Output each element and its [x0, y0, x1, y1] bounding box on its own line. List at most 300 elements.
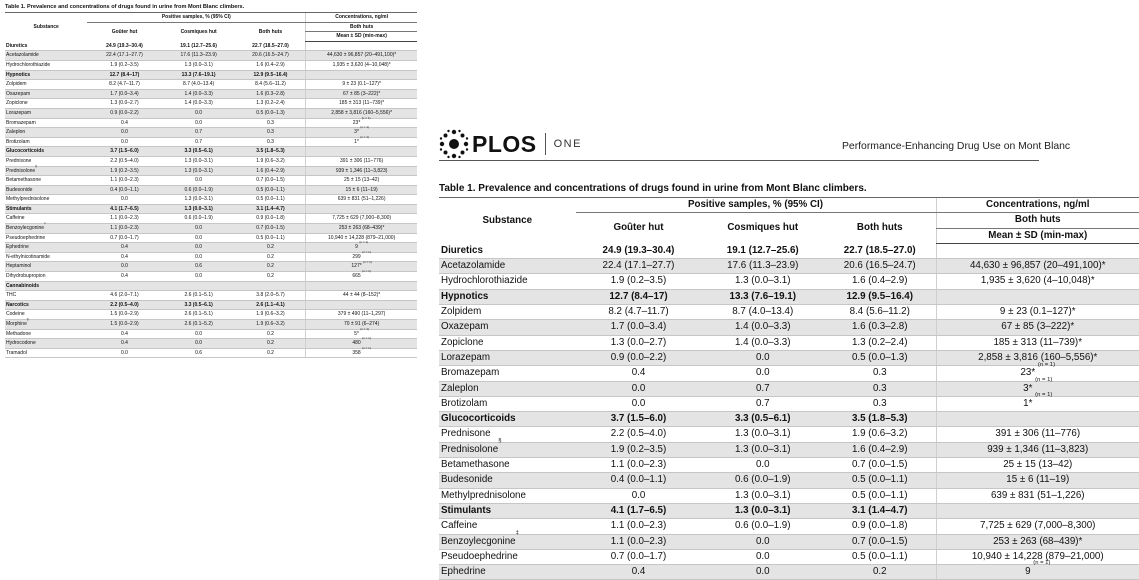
substance-name: Budesonide [441, 474, 493, 486]
header-substance: Substance [439, 198, 576, 244]
concentration-value: 391 ± 306 (11–776) [995, 428, 1081, 440]
substance-name: Ephedrine [6, 244, 29, 251]
substance-name: Ephedrine [441, 566, 486, 578]
table-row [5, 252, 417, 262]
substance-cell [5, 99, 87, 109]
table-row [5, 348, 417, 358]
gouter-cell: 8.2 (4.7–11.7) [576, 305, 702, 320]
substance-cell [5, 252, 87, 262]
running-title: Performance-Enhancing Drug Use on Mont Blanc [842, 141, 1071, 152]
both-huts-cell: 1.9 (0.6–3.2) [824, 427, 936, 442]
substance-cell [5, 156, 87, 166]
substance-name: Prednisone [6, 157, 32, 164]
header-both: Both huts [258, 28, 283, 35]
substance-cell [5, 195, 87, 205]
journal-logo [439, 128, 582, 160]
substance-name: Zolpidem [441, 306, 482, 318]
cosmiques-cell: 1.3 (0.0–3.1) [162, 166, 236, 176]
table-caption: Table 1. Prevalence and concentrations of drugs found in urine from Mont Blanc climbers. [439, 183, 867, 194]
table-row [439, 366, 1139, 381]
footnote-mark: § [498, 438, 502, 444]
substance-cell [439, 335, 576, 350]
substance-name: Stimulants [441, 504, 492, 516]
concentration-value: 1,935 ± 3,620 (4–10,048)* [332, 61, 391, 68]
both-huts-cell: 0.3 [236, 128, 306, 138]
table-row [439, 503, 1139, 518]
substance-name: Budesonide [6, 186, 33, 193]
gouter-cell: 0.4 [87, 329, 161, 339]
concentration-cell [936, 274, 1139, 289]
footnote-mark: § [35, 163, 37, 168]
substance-name: Prednisone [441, 428, 491, 440]
concentration-value: 7,725 ± 629 (7,000–8,300) [332, 215, 392, 222]
substance-cell [5, 243, 87, 253]
sample-count-note: (n = 1) [1035, 376, 1053, 383]
both-huts-cell: 1.6 (0.3–2.8) [236, 89, 306, 99]
cosmiques-cell: 0.0 [162, 224, 236, 234]
cosmiques-cell: 0.6 [162, 348, 236, 358]
concentration-cell [936, 243, 1139, 258]
both-huts-cell: 0.3 [824, 381, 936, 396]
substance-name: Brotizolam [441, 397, 488, 409]
concentration-value: 23* [1020, 367, 1036, 379]
cosmiques-cell: 0.0 [162, 233, 236, 243]
table-row [5, 156, 417, 166]
both-huts-cell: 22.7 (18.5–27.0) [824, 243, 936, 258]
table-row [439, 259, 1139, 274]
table-row [5, 320, 417, 330]
concentration-cell [936, 259, 1139, 274]
footnote-mark: ‡ [515, 529, 519, 536]
substance-cell [5, 118, 87, 128]
substance-name: Tramadol [6, 349, 27, 356]
gouter-cell: 0.0 [576, 488, 702, 503]
gouter-cell: 0.4 [87, 272, 161, 282]
substance-cell [5, 310, 87, 320]
gouter-cell: 0.4 [576, 366, 702, 381]
both-huts-cell: 1.6 (0.4–2.9) [824, 442, 936, 457]
gouter-cell: 1.7 (0.0–3.4) [576, 320, 702, 335]
both-huts-cell: 0.2 [236, 348, 306, 358]
cosmiques-cell: 0.0 [162, 176, 236, 186]
both-huts-cell: 1.3 (0.2–2.4) [824, 335, 936, 350]
cosmiques-cell: 0.0 [702, 366, 825, 381]
both-huts-cell: 0.7 (0.0–1.5) [236, 176, 306, 186]
drug-table-small [5, 12, 417, 358]
gouter-cell: 0.0 [87, 128, 161, 138]
substance-name: Hydrochlorothiazide [6, 61, 51, 68]
substance-cell [439, 320, 576, 335]
concentration-cell [306, 249, 417, 262]
table-row [439, 289, 1139, 304]
both-huts-cell: 1.6 (0.3–2.8) [824, 320, 936, 335]
table-row [439, 412, 1139, 427]
gouter-cell: 1.1 (0.0–2.3) [576, 519, 702, 534]
substance-cell [439, 529, 576, 549]
table-row [5, 166, 417, 176]
gouter-cell: 4.1 (1.7–6.5) [576, 503, 702, 518]
substance-cell [5, 291, 87, 301]
table-row [5, 339, 417, 349]
table-row [5, 108, 417, 118]
gouter-cell: 0.0 [87, 137, 161, 147]
substance-name: Morphine [6, 321, 27, 327]
substance-cell [5, 317, 87, 330]
cosmiques-cell: 19.1 (12.7–25.6) [702, 243, 825, 258]
concentration-value: 939 ± 1,346 (11–3,823) [335, 167, 388, 174]
both-huts-cell: 2.6 (1.1–4.1) [236, 300, 306, 310]
concentration-cell [306, 281, 417, 291]
concentration-cell [306, 185, 417, 195]
table-row [5, 291, 417, 301]
substance-cell [439, 259, 576, 274]
substance-cell [5, 137, 87, 147]
substance-cell [5, 214, 87, 224]
substance-name: Hypnotics [441, 290, 489, 302]
substance-cell [439, 473, 576, 488]
sample-count-note: (n = 1) [360, 134, 370, 139]
cosmiques-cell: 1.3 (0.0–3.1) [702, 274, 825, 289]
substance-name: Zaleplon [441, 382, 479, 394]
logo-divider [545, 133, 546, 155]
cosmiques-cell [162, 281, 236, 291]
concentration-cell [936, 534, 1139, 549]
both-huts-cell: 0.2 [236, 272, 306, 282]
both-huts-cell: 0.7 (0.0–1.5) [824, 534, 936, 549]
substance-cell [5, 51, 87, 61]
substance-name: Acetazolamide [441, 260, 506, 272]
table-row [5, 89, 417, 99]
substance-name: Brotizolam [6, 138, 30, 145]
drug-table-zoomed [439, 197, 1139, 580]
header-conc-both: Both huts [306, 22, 417, 32]
table-row [5, 310, 417, 320]
substance-name: Hydrocodone [6, 340, 36, 347]
substance-name: Zaleplon [6, 129, 26, 136]
substance-name: Zopiclone [6, 100, 28, 107]
cosmiques-cell: 0.0 [162, 108, 236, 118]
table-caption: Table 1. Prevalence and concentrations of drugs found in urine from Mont Blanc climbers. [5, 4, 245, 10]
table-row [439, 243, 1139, 258]
substance-name: Hypnotics [6, 71, 31, 78]
both-huts-cell [236, 281, 306, 291]
table-row [5, 233, 417, 243]
table-header-row [5, 13, 417, 23]
gouter-cell: 1.3 (0.0–2.7) [87, 99, 161, 109]
concentration-cell [306, 89, 417, 99]
table-row [5, 262, 417, 272]
footnote-mark: § [26, 317, 29, 322]
substance-name: Benzoylecgonine [6, 225, 45, 232]
substance-name: Caffeine [441, 520, 478, 532]
cosmiques-cell: 0.6 (0.0–1.9) [162, 214, 236, 224]
concentration-cell [936, 335, 1139, 350]
concentration-cell [306, 195, 417, 205]
both-huts-cell: 1.9 (0.6–3.2) [236, 310, 306, 320]
table-row [5, 243, 417, 253]
header-substance: Substance [5, 13, 87, 42]
concentration-value: 5* [354, 330, 359, 337]
table-row [439, 396, 1139, 411]
concentration-cell [306, 134, 417, 147]
cosmiques-cell: 0.0 [702, 565, 825, 580]
sample-count-note: (n = 1) [1033, 560, 1051, 567]
concentration-cell [306, 70, 417, 80]
table-row [5, 329, 417, 339]
gouter-cell: 24.9 (19.3–30.4) [87, 41, 161, 51]
sample-count-note: (n = 1) [363, 259, 372, 264]
concentration-value: 9 [1025, 566, 1031, 578]
concentration-value: 15 ± 6 (11–19) [1006, 474, 1070, 486]
concentration-value: 358 [352, 349, 361, 356]
both-huts-cell: 3.1 (1.4–4.7) [236, 204, 306, 214]
gouter-cell: 1.1 (0.0–2.3) [87, 214, 161, 224]
cosmiques-cell: 1.3 (0.0–3.1) [702, 488, 825, 503]
concentration-value: 9 [355, 244, 358, 251]
substance-name: Betamethasone [6, 177, 42, 184]
concentration-cell [936, 412, 1139, 427]
concentration-cell [306, 310, 417, 320]
concentration-cell [306, 99, 417, 109]
concentration-cell [936, 427, 1139, 442]
substance-name: Dihydrobupropion [6, 273, 46, 280]
gouter-cell: 12.7 (8.4–17) [87, 70, 161, 80]
substance-cell [5, 185, 87, 195]
cosmiques-cell: 13.3 (7.6–19.1) [702, 289, 825, 304]
concentration-cell [936, 442, 1139, 457]
concentration-value: 44 ± 44 (8–152)* [343, 292, 381, 299]
table-row [5, 128, 417, 138]
header-positive-samples: Positive samples, % (95% CI) [576, 198, 937, 213]
concentration-value: 939 ± 1,346 (11–3,823) [987, 443, 1089, 455]
substance-cell [5, 89, 87, 99]
gouter-cell: 1.3 (0.0–2.7) [576, 335, 702, 350]
substance-name: Pseudoephedrine [441, 550, 518, 562]
concentration-value: 2,858 ± 3,816 (160–5,556)* [978, 351, 1098, 363]
gouter-cell: 1.5 (0.0–2.9) [87, 310, 161, 320]
substance-cell [5, 339, 87, 349]
substance-cell [439, 305, 576, 320]
cosmiques-cell: 8.7 (4.0–13.4) [162, 80, 236, 90]
gouter-cell: 22.4 (17.1–27.7) [87, 51, 161, 61]
substance-name: Glucocorticoids [441, 413, 516, 425]
concentration-cell [306, 60, 417, 70]
concentration-value: 665 [352, 273, 361, 280]
gouter-cell: 1.9 (0.2–3.5) [576, 442, 702, 457]
concentration-value: 391 ± 306 (11–776) [339, 157, 384, 164]
concentration-value: 639 ± 831 (51–1,226) [337, 196, 386, 203]
both-huts-cell: 3.8 (2.0–5.7) [236, 291, 306, 301]
table-row [439, 274, 1139, 289]
both-huts-cell: 0.2 [236, 329, 306, 339]
gouter-cell: 3.7 (1.5–6.0) [576, 412, 702, 427]
gouter-cell: 0.4 [87, 339, 161, 349]
cosmiques-cell: 0.7 [162, 137, 236, 147]
substance-name: Bromazepam [441, 367, 500, 379]
substance-name: Methylprednisolone [6, 196, 50, 203]
substance-name: Zolpidem [6, 81, 27, 88]
concentration-value: 1* [1023, 397, 1033, 409]
concentration-value: 185 ± 313 (11–739)* [993, 336, 1083, 348]
both-huts-cell: 0.3 [236, 137, 306, 147]
substance-cell [5, 272, 87, 282]
table-row [5, 185, 417, 195]
both-huts-cell: 20.6 (16.5–24.7) [236, 51, 306, 61]
substance-name: Bromazepam [6, 119, 36, 126]
both-huts-cell: 0.2 [236, 262, 306, 272]
table-row [439, 565, 1139, 580]
gouter-cell: 0.0 [87, 195, 161, 205]
substance-cell [439, 565, 576, 580]
gouter-cell: 1.7 (0.0–3.4) [87, 89, 161, 99]
substance-name: Oxazepam [441, 321, 489, 333]
table-row [5, 204, 417, 214]
cosmiques-cell: 17.6 (11.3–23.9) [702, 259, 825, 274]
concentration-cell [306, 156, 417, 166]
substance-name: Lorazepam [441, 351, 491, 363]
header-rule [439, 160, 1039, 161]
substance-cell [5, 262, 87, 272]
cosmiques-cell: 1.3 (0.0–3.1) [702, 503, 825, 518]
gouter-cell: 24.9 (19.3–30.4) [576, 243, 702, 258]
concentration-cell [936, 458, 1139, 473]
footnote-mark: ‡ [44, 221, 46, 226]
gouter-cell: 0.4 [87, 252, 161, 262]
sample-count-note: (n = 1) [362, 345, 371, 350]
concentration-cell [306, 214, 417, 224]
table-row [5, 70, 417, 80]
table-row [5, 224, 417, 234]
both-huts-cell: 0.5 (0.0–1.1) [824, 488, 936, 503]
concentration-value: 23* [352, 119, 361, 126]
both-huts-cell: 0.2 [236, 243, 306, 253]
both-huts-cell: 0.2 [824, 565, 936, 580]
concentration-value: 10,940 ± 14,228 (879–21,000) [327, 234, 396, 241]
concentration-value: 2,858 ± 3,816 (160–5,556)* [331, 109, 393, 116]
substance-cell [5, 163, 87, 176]
gouter-cell: 22.4 (17.1–27.7) [576, 259, 702, 274]
table-row [439, 473, 1139, 488]
gouter-cell: 0.0 [576, 396, 702, 411]
substance-cell [439, 458, 576, 473]
concentration-cell [306, 345, 417, 358]
table-row [5, 80, 417, 90]
header-gouter: Goûter hut [111, 28, 138, 35]
both-huts-cell: 0.3 [824, 396, 936, 411]
sample-count-note: (n = 1) [360, 125, 370, 130]
both-huts-cell: 0.7 (0.0–1.5) [236, 224, 306, 234]
substance-cell [439, 503, 576, 518]
gouter-cell: 1.1 (0.0–2.3) [576, 458, 702, 473]
table-row [5, 60, 417, 70]
gouter-cell: 0.0 [87, 348, 161, 358]
cosmiques-cell: 0.7 [702, 381, 825, 396]
substance-name: Codeine [6, 311, 25, 318]
header-positive-samples: Positive samples, % (95% CI) [87, 13, 305, 23]
sample-count-note: (n = 1) [1037, 361, 1056, 368]
both-huts-cell: 20.6 (16.5–24.7) [824, 259, 936, 274]
gouter-cell: 1.1 (0.0–2.3) [87, 224, 161, 234]
concentration-cell [306, 291, 417, 301]
cosmiques-cell: 2.6 (0.1–5.2) [162, 320, 236, 330]
substance-name: Benzoylecgonine [441, 535, 516, 547]
concentration-cell [306, 300, 417, 310]
concentration-cell [306, 41, 417, 51]
substance-cell [5, 41, 87, 51]
gouter-cell: 0.4 (0.0–1.1) [87, 185, 161, 195]
table-row [439, 534, 1139, 549]
gouter-cell: 0.4 (0.0–1.1) [576, 473, 702, 488]
concentration-value: 67 ± 85 (3–222)* [1001, 321, 1075, 333]
table-row [5, 195, 417, 205]
concentration-value: 127* [351, 263, 362, 270]
table-row [439, 350, 1139, 365]
table-row [439, 427, 1139, 442]
table-row [5, 272, 417, 282]
sample-count-note: (n = 1) [359, 240, 369, 245]
concentration-cell [306, 80, 417, 90]
substance-name: Betamethasone [441, 459, 510, 471]
gouter-cell: 2.2 (0.5–4.0) [87, 156, 161, 166]
substance-cell [5, 204, 87, 214]
gouter-cell: 3.7 (1.5–6.0) [87, 147, 161, 157]
gouter-cell: 0.4 [87, 243, 161, 253]
header-cosmiques: Cosmiques hut [727, 222, 799, 234]
gouter-cell: 0.7 (0.0–1.7) [87, 233, 161, 243]
substance-cell [439, 549, 576, 564]
table-row [439, 335, 1139, 350]
cosmiques-cell: 1.3 (0.0–3.1) [702, 442, 825, 457]
gouter-cell: 0.9 (0.0–2.2) [576, 350, 702, 365]
substance-name: Prednisolone [6, 167, 36, 174]
table-row [5, 281, 417, 291]
concentration-cell [936, 320, 1139, 335]
both-huts-cell: 22.7 (18.5–27.0) [236, 41, 306, 51]
sample-count-note: (n = 1) [361, 115, 371, 120]
concentration-cell [936, 519, 1139, 534]
both-huts-cell: 0.5 (0.0–1.1) [824, 473, 936, 488]
gouter-cell: 0.4 [87, 118, 161, 128]
logo-one-text: ONE [553, 138, 582, 150]
substance-name: Cannabinoids [6, 282, 40, 289]
table-header-row [439, 198, 1139, 213]
both-huts-cell: 1.6 (0.4–2.9) [236, 166, 306, 176]
gouter-cell: 0.4 [576, 565, 702, 580]
substance-name: THC [6, 292, 17, 299]
cosmiques-cell: 1.4 (0.0–3.3) [702, 320, 825, 335]
both-huts-cell: 0.9 (0.0–1.8) [824, 519, 936, 534]
substance-cell [5, 128, 87, 138]
table-row [5, 300, 417, 310]
cosmiques-cell: 0.0 [162, 329, 236, 339]
substance-cell [439, 427, 576, 442]
cosmiques-cell: 0.0 [162, 339, 236, 349]
gouter-cell: 0.7 (0.0–1.7) [576, 549, 702, 564]
gouter-cell: 12.7 (8.4–17) [576, 289, 702, 304]
sample-count-note: (n = 1) [362, 269, 371, 274]
concentration-value: 25 ± 15 (13–42) [343, 177, 380, 184]
both-huts-cell: 3.5 (1.8–5.3) [236, 147, 306, 157]
concentration-value: 185 ± 313 (11–739)* [339, 100, 385, 107]
sample-count-note: (n = 1) [360, 326, 370, 331]
both-huts-cell: 8.4 (5.6–11.2) [824, 305, 936, 320]
both-huts-cell: 0.3 [824, 366, 936, 381]
table-row [439, 488, 1139, 503]
header-both: Both huts [856, 222, 903, 234]
concentration-cell [306, 176, 417, 186]
cosmiques-cell: 0.6 (0.0–1.9) [702, 519, 825, 534]
table-row [439, 442, 1139, 457]
